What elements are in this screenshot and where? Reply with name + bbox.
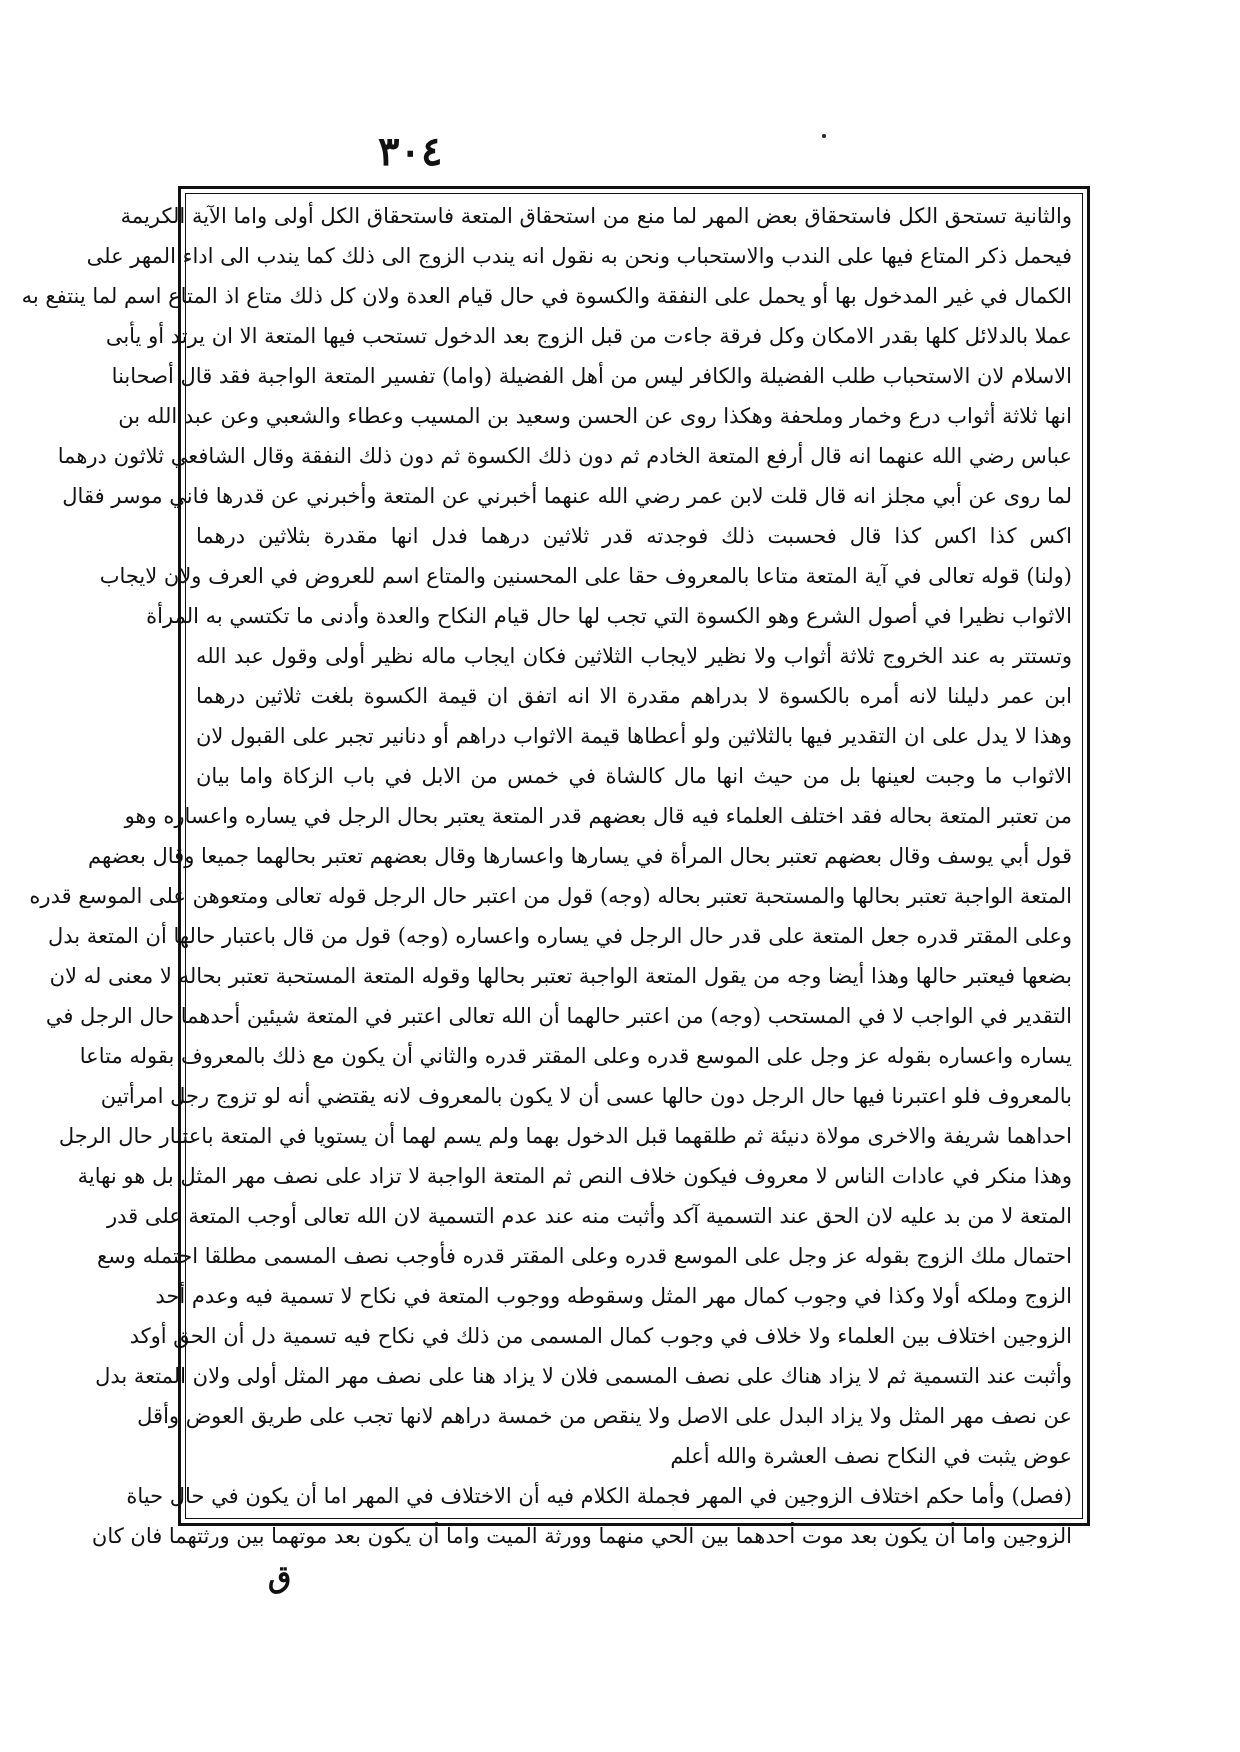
text-line: المتعة لا من بد عليه لان الحق عند التسمية آكد وأثبت منه عند عدم التسمية لان الله تعالى أوجب المتعة على قدر — [106, 1204, 1072, 1228]
text-line: الزوجين اختلاف بين العلماء ولا خلاف في وجوب كمال المسمى من ذلك في نكاح فيه تسمية دل أن الحق أوكد — [129, 1324, 1072, 1348]
text-line-closing: عوض يثبت في النكاح نصف العشرة والله أعلم — [670, 1444, 1072, 1468]
text-line: فيحمل ذكر المتاع فيها على الندب والاستحباب ونحن به نقول انه يندب الزوج الى ذلك كما يندب الى اداء المهر على — [86, 244, 1072, 268]
text-line: عباس رضي الله عنهما انه قال أرفع المتعة الخادم ثم دون ذلك الكسوة ثم دون ذلك النفقة وقال الشافعي ثلاثون درهما — [57, 444, 1072, 468]
text-line: عملا بالدلائل كلها بقدر الامكان وكل فرقة جاءت من قبل الزوج بعد الدخول تستحب فيها المتعة الا ان يرتد أو يأبى — [105, 324, 1072, 348]
page-dot-mark — [822, 134, 826, 138]
text-line: احتمال ملك الزوج بقوله عز وجل على الموسع قدره وعلى المقتر قدره فأوجب نصف المسمى مطلقا احتمله وسع — [97, 1244, 1072, 1268]
text-line: الاثواب ما وجبت لعينها بل من حيث انها مال كالشاة في خمس من الابل في باب الزكاة واما بيان — [196, 764, 1072, 788]
main-text-body — [21, 196, 1072, 1548]
text-line: وهذا منكر في عادات الناس لا معروف فيكون خلاف النص ثم المتعة الواجبة لا تزاد على نصف مهر المثل بل هو نهاية — [77, 1164, 1072, 1188]
section-heading-line: (فصل) وأما حكم اختلاف الزوجين في المهر فجملة الكلام فيه أن الاختلاف في المهر اما أن يكون في حال حياة — [126, 1484, 1072, 1508]
text-line: الزوجين واما أن يكون بعد موت أحدهما بين الحي منهما وورثة الميت واما أن يكون بعد موتهما بين ورثتهما فان كان — [91, 1524, 1072, 1548]
text-line: ابن عمر دليلنا لانه أمره بالكسوة لا بدراهم مقدرة الا انه اتفق ان قيمة الكسوة بلغت ثلاثين درهما — [196, 684, 1072, 708]
text-line: الكمال في غير المدخول بها أو يحمل على النفقة والكسوة في حال قيام العدة ولان كل ذلك متاع اذ المتاع اسم لما ينتفع به — [21, 284, 1072, 308]
text-line: المتعة الواجبة تعتبر بحالها والمستحبة تعتبر بحاله (وجه) قول من اعتبر حال الرجل قوله تعالى ومتعوهن على الموسع قدره — [29, 884, 1072, 908]
text-line: انها ثلاثة أثواب درع وخمار وملحفة وهكذا روى عن الحسن وسعيد بن المسيب وعطاء والشعبي وعن عبد الله بن — [118, 404, 1072, 428]
text-line: وهذا لا يدل على ان التقدير فيها بالثلاثين ولو أعطاها قيمة الاثواب دراهم أو دنانير تجبر على القبول لان — [196, 724, 1072, 748]
text-line: وعلى المقتر قدره جعل المتعة على قدر حال الرجل في يساره واعساره (وجه) قول من قال باعتبار حالها أن المتعة بدل — [47, 924, 1072, 948]
text-line: (ولنا) قوله تعالى في آية المتعة متاعا بالمعروف حقا على المحسنين والمتاع اسم للعروض في العرف ولان لايجاب — [99, 564, 1072, 588]
page-number: ٣٠٤ — [378, 128, 443, 175]
text-line: اكس كذا اكس كذا قال فحسبت ذلك فوجدته قدر ثلاثين درهما فدل انها مقدرة بثلاثين درهما — [196, 524, 1072, 548]
text-line: التقدير في الواجب لا في المستحب (وجه) من اعتبر حالهما أن الله تعالى اعتبر في المتعة شيئين أحدهما حال الرجل في — [45, 1004, 1072, 1028]
text-line: وأثبت عند التسمية ثم لا يزاد هناك على نصف المسمى فلان لا يزاد هنا على نصف مهر المثل أولى ولان المتعة بدل — [95, 1364, 1072, 1388]
text-line: لما روى عن أبي مجلز انه قال قلت لابن عمر رضي الله عنهما أخبرني عن المتعة وأخبرني عن قدرها فاني موسر فقال — [62, 484, 1072, 508]
text-line: بضعها فيعتبر حالها وهذا أيضا وجه من يقول المتعة الواجبة تعتبر بحالها وقوله المتعة المستحبة تعتبر بحاله لا معنى له لان — [49, 964, 1072, 988]
text-line: وتستتر به عند الخروج ثلاثة أثواب ولا نظير لايجاب الثلاثين فكان ايجاب ماله نظير أولى وقول عبد الله — [196, 644, 1072, 668]
text-line: الاسلام لان الاستحباب طلب الفضيلة والكافر ليس من أهل الفضيلة (واما) تفسير المتعة الواجبة فقد قال أصحابنا — [111, 364, 1072, 388]
text-line: قول أبي يوسف وقال بعضهم تعتبر بحال المرأة في يسارها واعسارها وقال بعضهم تعتبر بحالهما جميعا وقال بعضهم — [88, 844, 1072, 868]
text-line: يساره واعساره بقوله عز وجل على الموسع قدره وعلى المقتر قدره والثاني أن يكون مع ذلك بالمعروف بقوله متاعا — [79, 1044, 1072, 1068]
text-line: الاثواب نظيرا في أصول الشرع وهو الكسوة التي تجب لها حال قيام النكاح والعدة وأدنى ما تكتسي به المرأة — [146, 604, 1072, 628]
text-line: عن نصف مهر المثل ولا يزاد البدل على الاصل ولا ينقص من خمسة دراهم لانها تجب على طريق العوض وأقل — [137, 1404, 1072, 1428]
text-line: احداهما شريفة والاخرى مولاة دنيئة ثم طلقهما قبل الدخول بهما ولم يسم لهما أن يستويا في المتعة باعتبار حال الرجل — [58, 1124, 1072, 1148]
footer-catchword: ق — [268, 1560, 292, 1595]
text-line: من تعتبر المتعة بحاله فقد اختلف العلماء فيه قال بعضهم قدر المتعة يعتبر بحال الرجل في يساره واعساره وهو — [124, 804, 1072, 828]
text-line: والثانية تستحق الكل فاستحقاق بعض المهر لما منع من استحقاق المتعة فاستحقاق الكل أولى واما الآية الكريمة — [120, 204, 1072, 228]
text-line: بالمعروف فلو اعتبرنا فيها حال الرجل دون حالها عسى أن لا يكون بالمعروف لانه يقتضي أنه لو تزوج رجل امرأتين — [100, 1084, 1072, 1108]
text-line: الزوج وملكه أولا وكذا في وجوب كمال مهر المثل وسقوطه ووجوب المتعة في نكاح لا تسمية فيه وعدم أحد — [155, 1284, 1072, 1308]
